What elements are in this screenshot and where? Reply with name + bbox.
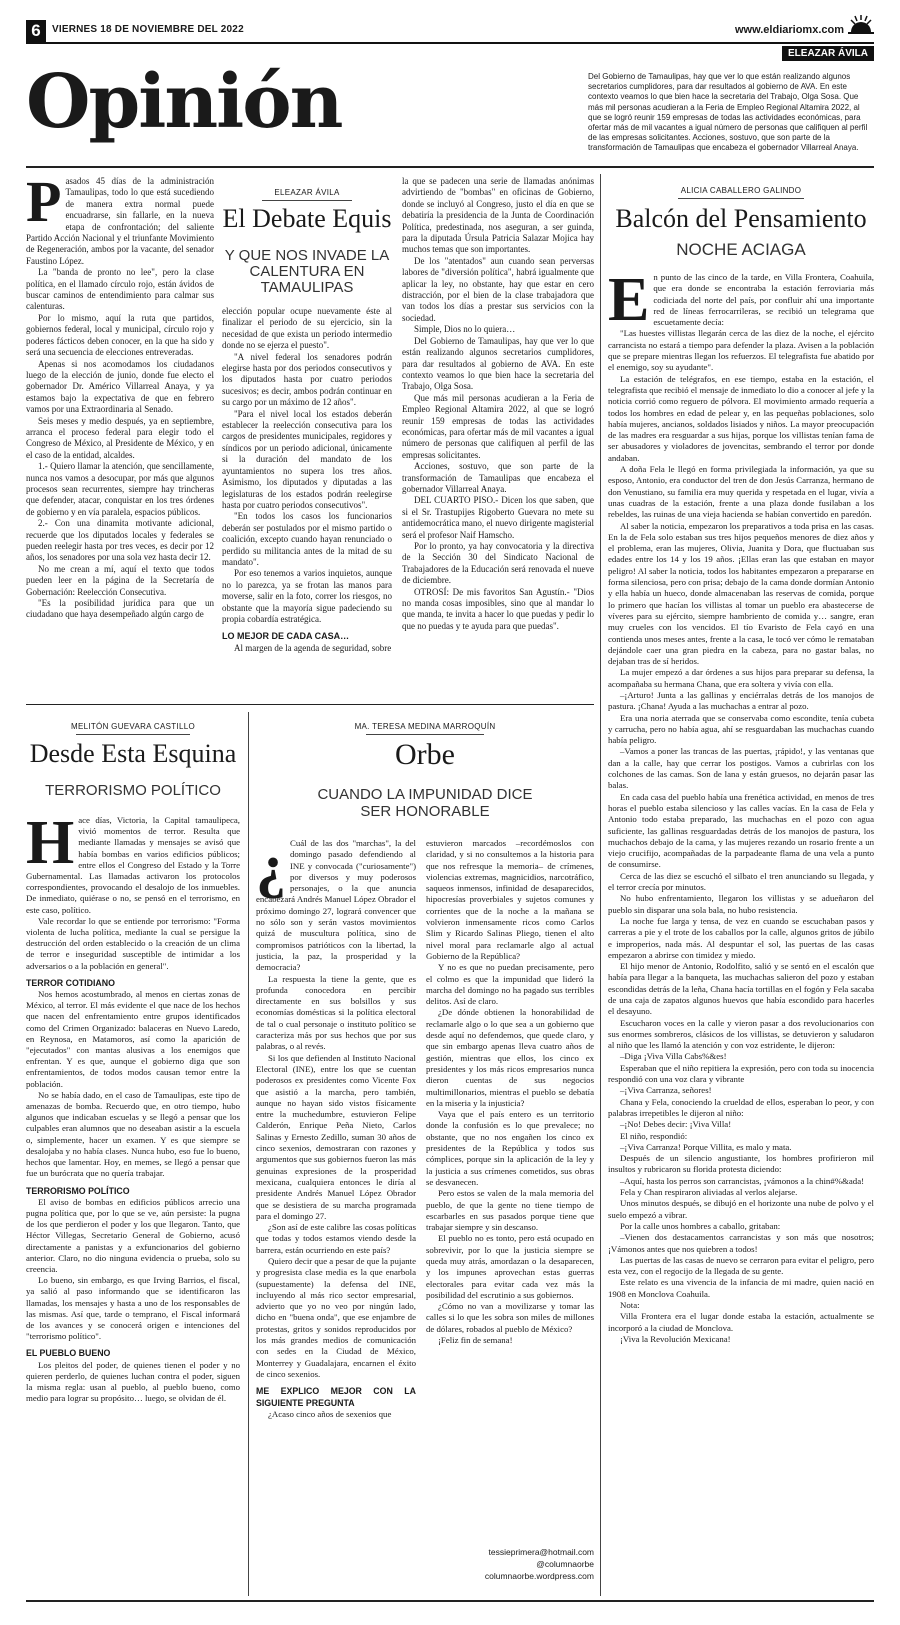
paragraph: Por eso tenemos a varios inquietos, aunque no lo parezca, ya se frotan las manos para moverse, salir en la foto, correr los riesgos, no obstante que la mayoría sigue padeciendo su propia cobardía estratégica. [222,568,392,624]
column-subtitle: Y QUE NOS INVADE LA CALENTURA EN TAMAULIPAS [224,247,390,296]
paragraph: No me crean a mí, aquí el texto que todos pueden leer en la página de la Secretaría de Gobernación: Reelección Consecutiva. [26,563,214,597]
paragraph: Seis meses y medio después, ya en septiembre, arranca el proceso federal para elegir todo el Congreso de México, al Presidente de México, y en el caso de la entidad, alcaldes. [26,415,214,460]
balcon-column [608,176,874,1596]
paragraph: Esperaban que el niño repitiera la expresión, pero con toda su inocencia respondió con una voz clara y vibrante [608,1062,874,1085]
paragraph: En cada casa del pueblo había una frenética actividad, en menos de tres horas el pueblo estaba silencioso y las calles vacías. En la casa de Fela y Antonio todo estaba preparado, las muchachas en el pozo con agua suficiente, las gallinas resguardadas detrás de los manojos de pastura, los muchachos debajo de la cama, y las mujeres rezando un rosario frente a un viejo crucifijo, acompañadas de la parpadeante flama de una vela a punto de consumirse. [608,791,874,870]
paragraph: ¿De dónde obtienen la honorabilidad de reclamarle algo o lo que sea a un gobierno que desde aquí no defendemos, que quede claro, y que sin embargo apenas lleva cuatro años de gestión, mientras que ellos, los cinco ex presidentes y los más ricos empresarios nunca dieron cuentas de sus negocios multimillonarios, mientras el pueblo se debatía en la miseria y la injusticia? [426,1007,594,1108]
article-col-1 [26,176,214,698]
paragraph: DEL CUARTO PISO.- Dicen los que saben, que si el Sr. Trastupijes Rigoberto Guevara no mete su antidemocrática mano, el nuevo dirigente magisterial será el profesor Naif Hamscho. [402,495,594,540]
paragraph: Vaya que el país entero es un territorio donde la confusión es lo que prevalece; no obstante, que no nos engañen los cinco ex presidentes de la República y todos sus cómplices, porque sin la aplicación de la ley y la justicia a sus crímenes cometidos, sus obras se desvanecen. [426,1109,594,1187]
header-bottom-rule [26,166,874,168]
paragraph: ¿Son así de este calibre las cosas políticas que todas y todos estamos viendo desde la barrera, están ocurriendo en este país? [256,1222,416,1255]
article-col-3 [402,176,594,698]
subheading: TERRORISMO POLÍTICO [26,1185,130,1196]
paragraph: A doña Fela le llegó en forma privilegiada la información, ya que su esposo, Antonio, era conductor del tren de don Jesús Carranza, hermano de don Venustiano, su familia era muy querida y respetada en el lugar, vivía a unas cuadras de la estación, frente a una plaza donde fusilaban a los rebeldes, las ruinas de una vieja hacienda se habían convertido en paredón. [608,464,874,520]
paragraph: Pero estos se valen de la mala memoria del pueblo, de que la gente no tiene tiempo de escarbarles en sus pasados porque tiene que trabajar siempre y sin descanso. [426,1188,594,1233]
subheading: EL PUEBLO BUENO [26,1348,111,1359]
paragraph: –Diga ¡Viva Villa Cabs%&es! [620,1051,727,1062]
paragraph: –Vamos a poner las trancas de las puertas, ¡rápido!, y las ventanas que dan a la calle, hay que cerrar los postigos. Vamos a cubrirlas con los colchones de las camas. Son de lana y están gruesos, no dejarán pasar las balas. [608,746,874,791]
paragraph: ¡Viva la Revolución Mexicana! [620,1333,731,1344]
paragraph: Simple, Dios no lo quiera… [414,324,516,335]
paragraph: Las puertas de las casas de nuevo se cerraron para evitar el peligro, pero esta vez, con el regocijo de la llegada de su gente. [608,1254,874,1277]
paragraph: Chana y Fela, conociendo la crueldad de ellos, esperaban lo peor, y con palabras irrepetibles le dijeron al niño: [608,1096,874,1118]
section-title: Opinión [26,59,342,145]
paragraph: Al margen de la agenda de seguridad, sobre [234,642,392,653]
footer-rule [26,1600,874,1602]
paragraph: No hubo enfrentamiento, llegaron los villistas y se adueñaron del pueblo sin disparar una sola bala, no hubo resistencia. [608,893,874,915]
sun-logo-icon [848,14,874,34]
esquina-body [26,815,240,1555]
paragraph: 2.- Con una dinamita motivante adicional, recuerde que los diputados locales y federales se pueden reelegir hasta por tres veces, es decir por 12 años, los senadores por una sola vez hasta decir 12. [26,518,214,563]
paragraph: Fela y Chan respiraron aliviadas al verlos alejarse. [620,1187,798,1198]
paragraph: estuvieron marcados –recordémoslos con claridad, y si no consultemos a la historia para que nos refresque la memoria– de crímenes, violencias extremas, magnicidios, narcotráfico, saqueos inmensos, infinidad de desaparecidos, hipocresías proverbiales y sujetos comunes y corrientes que de la noche a la mañana se volvieron inmensamente ricos como Carlos Slim y Ricardo Salinas Pliego, tienen el alto nivel moral para reclamarle algo al actual Gobierno de la República? [426,838,594,961]
paragraph: "Las huestes villistas llegarán cerca de las diez de la noche, el ejército carrancista no estará a tiempo para defender la plaza. Avisen a la población que se prepare mientras llegan los refuerzos. El telegrafista fue abatido por el enemigo, soy su ayudante". [608,328,874,373]
paragraph: –Aquí, hasta los perros son carrancistas, ¡vámonos a la chin#%&ada! [620,1175,865,1186]
social-handle-link[interactable]: @columnaorbe [536,1559,594,1569]
orbe-col-b [426,838,594,1538]
paragraph: "Es la posibilidad jurídica para que un ciudadano que haya desempeñado algún cargo de [26,598,214,620]
paragraph: No se había dado, en el caso de Tamaulipas, este tipo de amenazas de bomba. Recuerdo que, en otro tiempo, hubo algunos que indicaban escuelas y se llegó a pensar que los culpables eran alumnos que no deseaban asistir a la escuela o, simplemente, hacer un examen. Y es que siempre se desalojaba y no había clases. Nunca hubo, eso fue lo bueno, hechos que lamentar. Hoy, en memes, se llegó a pensar que fue un burócrata que no quería trabajar. [26,1089,240,1179]
paragraph: Cuál de las dos "marchas", la del domingo pasado defendiendo al INE y convocada ("curiosamente") por diversos y muy poderosos personajes, o la que anuncia encabezará Andrés Manuel López Obrador el próximo domingo 27, logrará convencer que no sólo son y serán vastos movimientos quizá de muscultura política, sino de compromisos patrióticos con la libertad, la justicia, la paz, la prosperidad y la democracia? [256,838,416,973]
paragraph: La "banda de pronto no lee", pero la clase política, en el llamado círculo rojo, están ávidos de buscar caminos de entendimiento para calmar sus calenturas. [26,267,214,312]
drop-cap: P [26,176,62,234]
paragraph: Escucharon voces en la calle y vieron pasar a dos revolucionarios con sus enormes sombreros, clásicos de los villistas, se detuvieron y saludaron al niño que les llamó la atención y con voz estridente, le dijeron: [608,1017,874,1051]
paragraph: elección popular ocupe nuevamente éste al finalizar el periodo de su ejercicio, sin la necesidad de que exista un periodo intermedio donde no se ejerza el puesto". [222,306,392,351]
paragraph: La noche fue larga y tensa, de vez en cuando se escuchaban pasos y carreras a pie y el trote de los caballos por la calle, algunos gritos de júbilo e improperios, nada más. Al despuntar el sol, las puertas de las casas empezaron a abrirse con timidez y miedo. [608,915,874,960]
paragraph: Vale recordar lo que se entiende por terrorismo: "Forma violenta de lucha política, mediante la cual se persigue la destrucción del orden establecido o la creación de un clima de terror e inseguridad susceptible de intimidar a los adversarios o a la población en general". [26,915,240,971]
paragraph: Era una noria aterrada que se conservaba como escondite, tenía cubeta y carrucha, pero no había agua, ahí se resguardaban las muchachas cuando había peligro. [608,712,874,746]
author-rule [262,200,352,201]
paragraph: ¿Cómo no van a movilizarse y tomar las calles si lo que les sobra son miles de millones de dólares, robados al pueblo de México? [426,1301,594,1334]
column-title: Balcón del Pensamiento [615,204,867,233]
paragraph: "Para el nivel local los estados deberán establecer la reelección consecutiva para los cargos de presidentes municipales, regidores y síndicos por un periodo adicional, únicamente si la duración del mandato de los ayuntamientos no supera los tres años. Asimismo, los diputados y diputadas a las legislaturas de los estados podrán reelegirse hasta por cuatro periodos consecutivos". [222,408,392,510]
paragraph: Y no es que no puedan precisamente, pero el colmo es que la impunidad que lideró la marcha del domingo no ha pagado sus terribles delitos. Así de claro. [426,962,594,1007]
paragraph: –Vienen dos destacamentos carrancistas y son más que nosotros; ¡Vámonos antes que nos quiebren a todos! [608,1232,874,1254]
paragraph: El pueblo no es tonto, pero está ocupado en sobrevivir, por lo que la justicia siempre se queda muy atrás, amordazan o la desaparecen, y los impunes aprovechan estas guerras electorales para evitar cada vez más la posibilidad del escrutinio a sus gobiernos. [426,1233,594,1300]
subheading: LO MEJOR DE CADA CASA… [222,631,350,642]
paragraph: Que más mil personas acudieran a la Feria de Empleo Regional Altamira 2022, al que se logró reunir 159 empresas de todas las actividades económicas, para ofertar más de mil vacantes a igual número de personas que califiquen al perfil de las empresas solicitantes. [402,392,594,460]
column-subtitle: NOCHE ACIAGA [676,240,806,259]
author-rule [678,198,804,199]
paragraph: OTROSÍ: De mis favoritos San Agustín.- "Dios no manda cosas imposibles, sino que al mandar lo que manda, te invita a hacer lo que puedas y pedir lo que no puedas y te ayuda para que puedas". [402,586,594,631]
paragraph: Por la calle unos hombres a caballo, gritaban: [620,1220,781,1231]
author-tag: ELEAZAR ÁVILA [782,46,874,61]
page-number: 6 [26,20,46,42]
column-author: ALICIA CABALLERO GALINDO [680,186,802,195]
column-divider [248,712,249,1596]
paragraph: –¡No! Debes decir: ¡Viva Villa! [620,1119,732,1130]
paragraph: El niño, respondió: [620,1130,688,1141]
esquina-column [26,712,240,1596]
paragraph: Si los que defienden al Instituto Nacional Electoral (INE), entre los que se cuentan poderosos ex presidentes como Vicente Fox que asistió a la marcha, pero también, aunque no hayan sido vistos físicamente entre la muchedumbre, estuvieron Felipe Calderón, Enrique Peña Nieto, Carlos Salinas y Ernesto Zedillo, suman 30 años de cinco sexenios, demostraran con razones y argumentos que sus gobiernos fueron las más genuinas expresiones de la prosperidad mexicana, cualquiera entonces le diría al presidente Andrés Manuel López Obrador que se desistiera de su marcha programada para el domingo 27. [256,1052,416,1221]
paragraph: De los "atentados" aun cuando sean perversas labores de "diversión política", habrá igualmente que aplicar la ley, no obstante, hay que estar en cero distracción, por el bien de la clase trabajadora que van todos los días a prestar sus servicios con la sociedad. [402,255,594,323]
paragraph: –¡Arturo! Junta a las gallinas y enciérralas detrás de los manojos de pastura. ¡Chana! Ayuda a las muchachas a entrar al pozo. [608,689,874,712]
column-author: ELEAZAR ÁVILA [274,188,340,197]
paragraph: La respuesta la tiene la gente, que es profunda conocedora en percibir directamente en sus bolsillos y sus economías domésticas si la política electoral de tal o cual personaje o instituto político se caracteriza más por sus hechos que por sus palabras, o al revés. [256,973,416,1052]
paragraph: ¿Acaso cinco años de sexenios que [268,1408,392,1419]
section-rule [26,704,594,705]
teaser-text: Del Gobierno de Tamaulipas, hay que ver lo que están realizando algunos secretarios cumplidores, para dar resultados al gobierno de AVA. En este contexto veamos lo que bien hace la secretaria del Trabajo, Olga Sosa. Que más mil personas acudieran a la Feria de Empleo Regional Altamira 2022, al que se logró reunir 159 empresas de todas las actividades económicas, para ofertar más de mil vacantes a igual número de personas que califiquen al perfil de las empresas solicitantes. Acciones, sostuvo, que son parte de la transformación de Tamaulipas que encabeza el gobernador Villarreal Anaya. [588,72,868,153]
paragraph: Nota: [620,1300,640,1311]
paragraph: 1.- Quiero llamar la atención, que sencillamente, nunca nos vamos a desocupar, por más que algunos procesos sean recurrentes, siempre hay trincheras que defender, atacar, conquistar en los tres órdenes de gobierno y en vía paralela, espacios públicos. [26,461,214,517]
column-title: Desde Esta Esquina [29,739,237,768]
column-author: MA. TERESA MEDINA MARROQUÍN [354,722,496,731]
paragraph: Nos hemos acostumbrado, al menos en ciertas zonas de México, al terror. El más evidente el que nace de los hechos que nacen del enfrentamiento entre grupos identificados como del Crimen Organizado: balaceras en Nuevo Laredo, en Reynosa, en Matamoros, así como la aparición de "ejecutados" con mantas alusivas a los enemigos que enfrentan. Y es que, aunque el gobierno diga que son enfrentamientos, de todos modos causan temor entre la población. [26,989,240,1089]
paragraph: "En todos los casos los funcionarios deberán ser postulados por el mismo partido o coalición, excepto cuando hayan renunciado o perdido su militancia antes de la mitad de su mandato". [222,511,392,567]
paragraph: ¡Feliz fin de semana! [438,1335,513,1346]
paragraph: La estación de telégrafos, en ese tiempo, estaba en la estación, el telegrafista que recibió el mensaje de inmediato lo dio a conocer al jefe y la noticia corrió como reguero de pólvora. El movimiento armado requería a todos los hombres en edad de pelear y, en las pequeñas poblaciones, solo había mujeres, ancianos, soldados lisiados y niños. La mayor preocupación de las madres era resguardar a sus hijas, porque los villistas tenían fama de ser abusadores y violadores de jovencitas, sembrando el terror por donde andaban. [608,373,874,463]
subheading: TERROR COTIDIANO [26,977,115,988]
issue-date: VIERNES 18 DE NOVIEMBRE DEL 2022 [52,24,244,35]
paragraph: Los pleitos del poder, de quienes tienen el poder y no quieren perderlo, de quienes luchan contra el poder, siguen la misma regla: usan al pueblo, al pueblo bueno, como medio para lograr su propósito… luego, se olvidan de él. [26,1359,240,1404]
column-title: Orbe [395,738,455,771]
column-divider [600,174,601,1596]
paragraph: Por lo mismo, aquí la ruta que partidos, gobiernos federal, local y municipal, círculo rojo y poderes fácticos deben conocer, en la que ha sido y será una secuencia de elecciones entreveradas. [26,312,214,358]
header-rule [26,42,874,44]
balcon-body [608,272,874,1542]
article-col-2 [222,306,392,686]
paragraph: Este relato es una vivencia de la infancia de mi madre, quien nació en 1908 en Monclova Coahuila. [608,1277,874,1299]
column-subtitle: CUANDO LA IMPUNIDAD DICE SER HONORABLE [317,786,533,820]
paragraph: Del Gobierno de Tamaulipas, hay que ver lo que están realizando algunos secretarios cumplidores, para dar resultados al gobierno de AVA. En este contexto veamos lo que bien hace la secretaria del Trabajo, Olga Sosa. [402,335,594,392]
drop-cap: ¿ [256,838,286,899]
site-url-link[interactable]: www.eldiariomx.com [734,24,844,36]
author-rule [366,734,484,735]
debate-equis-column [222,176,392,696]
paragraph: "A nivel federal los senadores podrán elegirse hasta por dos periodos consecutivos y los diputados hasta por cuatro periodos sucesivos; es decir, ambos podrán continuar en su cargo por un máximo de 12 años". [222,351,392,408]
email-link[interactable]: tessieprimera@hotmail.com [488,1547,594,1557]
paragraph: Unos minutos después, se dibujó en el horizonte una nube de polvo y el suelo empezó a vibrar. [608,1198,874,1220]
drop-cap: H [26,815,75,877]
paragraph: ace días, Victoria, la Capital tamaulipeca, vivió momentos de terror. Resulta que mediante llamadas y mensajes se avisó que había bombas en varios edificios públicos; entre ellos el Congreso del Estado y la Torre Gubernamental. Las llamadas activaron los protocolos correspondientes, provocando el desalojo de los inmuebles. De inmediato, quiérase o no, se pensó en el terrorismo, en este caso, político. [26,815,240,915]
paragraph: la que se padecen una serie de llamadas anónimas advirtiendo de "bombas" en oficinas de Gobierno, donde se incluyó al Congreso, justo el día en que se debatiría la presidencia de la Junta de Coordinación Política, predestinada, nos aseguran, a ser guinda, para la diputada Úrsula Patricia Salazar Mojica hay muchos temas que son importantes. [402,176,594,255]
column-subtitle: TERRORISMO POLÍTICO [45,782,221,799]
paragraph: Acciones, sostuvo, que son parte de la transformación de Tamaulipas que encabeza el gobernador Villarreal Anaya. [402,461,594,494]
drop-cap: E [608,272,650,334]
paragraph: –¡Viva Carranza! Porque Villita, es malo y mata. [620,1141,792,1152]
orbe-col-a [256,838,416,1596]
paragraph: El hijo menor de Antonio, Rodolfito, salió y se sentó en el escalón que había para llegar a la banqueta, las muchachas salieron del pozo y estaban escondidas detrás de la leña, Chana hacía tortillas en el fogón y Fela sacaba de una caja de zapatos algunos huevos que había escondido para hacerles el desayuno. [608,961,874,1017]
paragraph: Después de un silencio angustiante, los hombres profirieron mil insultos y rubricaron su florida protesta diciendo: [608,1153,874,1175]
paragraph: Quiero decir que a pesar de que la pujante y progresista clase media es la que enarbola (supuestamente) la defensa del INE, incluyendo al más rico sector empresarial, advierto que yo no veo por ningún lado, dicho en "buena onda", que ese enjambre de protestas, gritos y sonidos reproducidos por los más grandes medios de comunicación con sedes en la Ciudad de México, Monterrey y Guadalajara, encarnen el éxito de cinco sexenios. [256,1255,416,1379]
author-rule [76,734,190,735]
paragraph: Al saber la noticia, empezaron los preparativos a toda prisa en las casas. En la de Fela solo estaban sus tres hijos pequeños menores de diez años y el problema, eran las mujeres, Olivia, Juanita y Dora, que fluctuaban sus edades entre los 14 y los 19 años. ¡Ellas eran las que estaban en mayor peligro! Al saber la noticia, todos los habitantes empezaron a prepararse en forma silenciosa, pero con prisa; debajo de la cama donde dormían Antonio y ella había un hueco, donde almacenaban las reservas de comida, porque lo primero que hacían los villistas al tomar un pueblo era abastecerse de víveres para su ejército, siempre hambriento de comida y… sangre, eran muy crueles con los vencidos. El tío Evaristo de Fela cayó en una contienda unos meses antes, frente a la casa, le tocó ver cómo le remataban dejándole caer una gran piedra en la cabeza, para no gastar balas, no dejaban tras de sí heridos. [608,520,874,667]
column-title: El Debate Equis [222,204,392,233]
blog-link[interactable]: columnaorbe.wordpress.com [484,1571,594,1581]
paragraph: La mujer empezó a dar órdenes a sus hijos para preparar su defensa, la acompañaba su hermana Chana, que era soltera y vivía con ella. [608,667,874,689]
paragraph: Por lo pronto, ya hay convocatoria y la directiva de la Sección 30 del Sindicato Nacional de Trabajadores de la Educación será renovada el nueve de diciembre. [402,541,594,586]
paragraph: Cerca de las diez se escuchó el silbato el tren anunciando su llegada, y el terror crecía por minutos. [608,870,874,893]
paragraph: Lo bueno, sin embargo, es que Irving Barrios, el fiscal, ya salió al paso informando que se identificaron las llamadas, los mensajes y hasta a uno de los responsables de las mismas. Así que, tarde o temprano, el Fiscal informará de los avances y se conocerá origen e intenciones del "terrorismo político". [26,1275,240,1342]
paragraph: n punto de las cinco de la tarde, en Villa Frontera, Coahuila, que era donde se encontraba la estación ferroviaria más codiciada del norte del país, por confluir ahí una importante red de líneas ferrocarrileras, se recibió un telegrama que escuetamente decía: [653,272,874,328]
paragraph: Villa Frontera era el lugar donde estaba la estación, actualmente se incorporó a la ciudad de Monclova. [608,1311,874,1333]
paragraph: asados 45 días de la administración Tamaulipas, todo lo que está sucediendo de manera extra normal puede encuadrarse, sin fallarle, en la nueva etapa de confrontación; del saliente Partido Acción Nacional y el triunfante Movimiento de Regeneración, ambos por la vacante, del senador Faustino López. [26,176,214,266]
subheading: ME EXPLICO MEJOR CON LA SIGUIENTE PREGUNTA [256,1386,416,1408]
paragraph: Apenas si nos acomodamos los ciudadanos luego de la elección de junio, donde fue electo el gobernador Dr. Américo Villarreal Anaya, y ya estamos bajo la expectativa de que en febrero vamos por una Extraordinaria al Senado. [26,358,214,415]
paragraph: –¡Viva Carranza, señores! [620,1085,712,1096]
orbe-contacts [426,1546,594,1582]
column-author: MELITÓN GUEVARA CASTILLO [71,722,195,731]
paragraph: El aviso de bombas en edificios públicos arrecio una pugna política que, por lo que se ve, aún persiste: la pugna de los que perdieron el poder y los que llegaron. Tanto, que Héctor Villegas, Secretario General de Gobierno, acusó directamente a panistas y a exfuncionarios del gobierno anterior. Claro, no dio ninguna evidencia o prueba, solo su creencia. [26,1196,240,1274]
